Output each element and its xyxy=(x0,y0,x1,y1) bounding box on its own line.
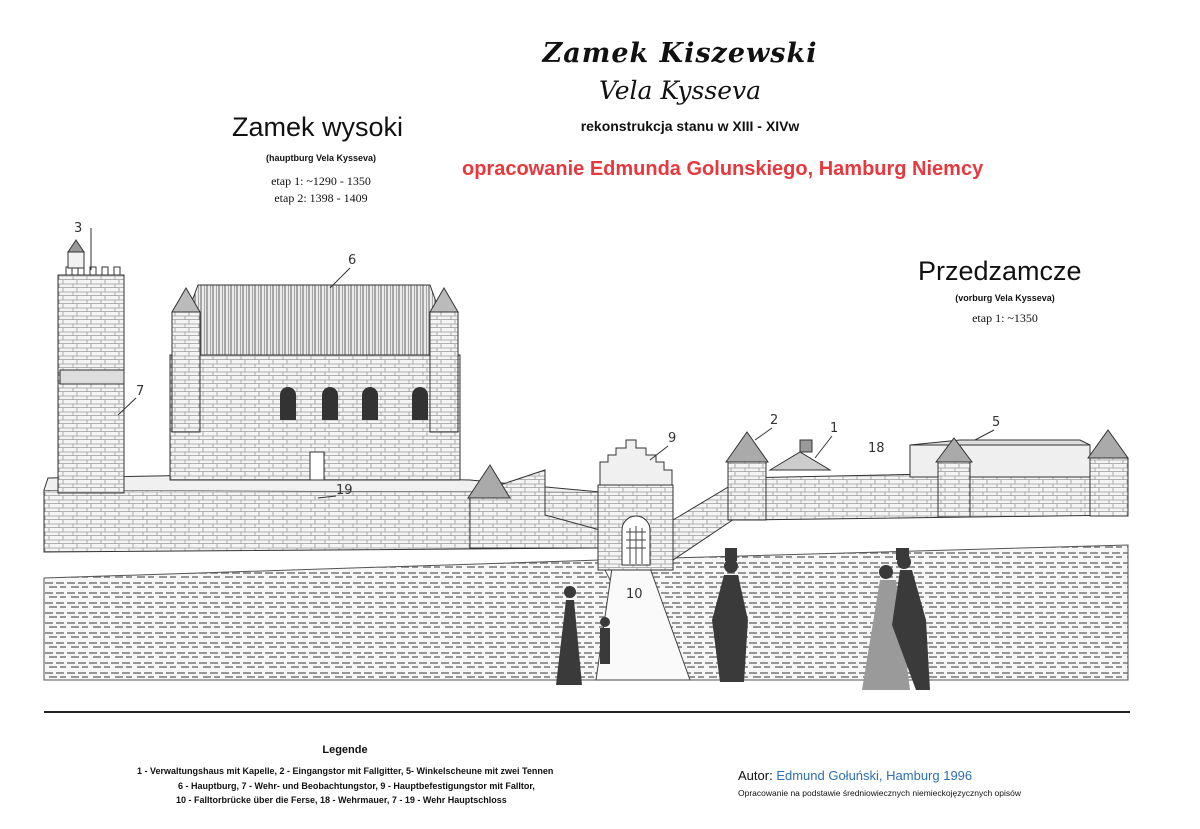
legend-line-3: 10 - Falltorbrücke über die Ferse, 18 - Wehrmauer, 7 - 19 - Wehr Hauptschloss xyxy=(176,795,507,805)
label-7: 7 xyxy=(136,384,145,399)
outer-bailey-heading: Przedzamcze xyxy=(918,256,1082,286)
title-line-1: Zamek Kiszewski xyxy=(542,38,818,69)
outer-bailey-subheading: (vorburg Vela Kysseva) xyxy=(955,293,1055,303)
outer-bailey-wall xyxy=(673,430,1128,560)
high-castle-heading: Zamek wysoki xyxy=(232,112,404,142)
author-note: Opracowanie na podstawie średniowiecznych niemieckojęzycznych opisów xyxy=(738,788,1022,798)
label-10: 10 xyxy=(626,587,643,602)
author-line xyxy=(738,768,972,783)
high-castle-subheading: (hauptburg Vela Kysseva) xyxy=(265,153,377,163)
label-2: 2 xyxy=(770,413,779,428)
label-19: 19 xyxy=(336,483,353,498)
author-name: Edmund Gołuński, Hamburg 1996 xyxy=(776,768,973,783)
legend-line-2: 6 - Hauptburg, 7 - Wehr- und Beobachtungstor, 9 - Hauptbefestigungstor mit Falltor, xyxy=(178,781,535,791)
author-credit-red: opracowanie Edmunda Golunskiego, Hamburg Niemcy xyxy=(462,158,984,180)
main-gate xyxy=(598,440,673,570)
outer-bailey-stage1: etap 1: ~1350 xyxy=(972,311,1038,325)
main-castle-building xyxy=(170,285,460,480)
label-9: 9 xyxy=(668,431,677,446)
author-label: Autor: xyxy=(738,768,773,783)
high-castle-stage1: etap 1: ~1290 - 1350 xyxy=(271,174,371,188)
moat xyxy=(44,545,1128,680)
label-1: 1 xyxy=(830,421,839,436)
label-5: 5 xyxy=(992,415,1001,430)
legend-line-1: 1 - Verwaltungshaus mit Kapelle, 2 - Eingangstor mit Fallgitter, 5- Winkelscheune mit zwei Tennen xyxy=(137,766,554,776)
high-castle-stage2: etap 2: 1398 - 1409 xyxy=(274,191,368,205)
title-line-2: Vela Kysseva xyxy=(598,76,762,105)
label-18: 18 xyxy=(868,441,885,456)
watch-tower xyxy=(58,228,124,493)
label-6: 6 xyxy=(348,253,357,268)
subtitle: rekonstrukcja stanu w XIII - XIVw xyxy=(580,118,800,134)
legend-title: Legende xyxy=(322,744,368,756)
label-3: 3 xyxy=(74,221,83,236)
